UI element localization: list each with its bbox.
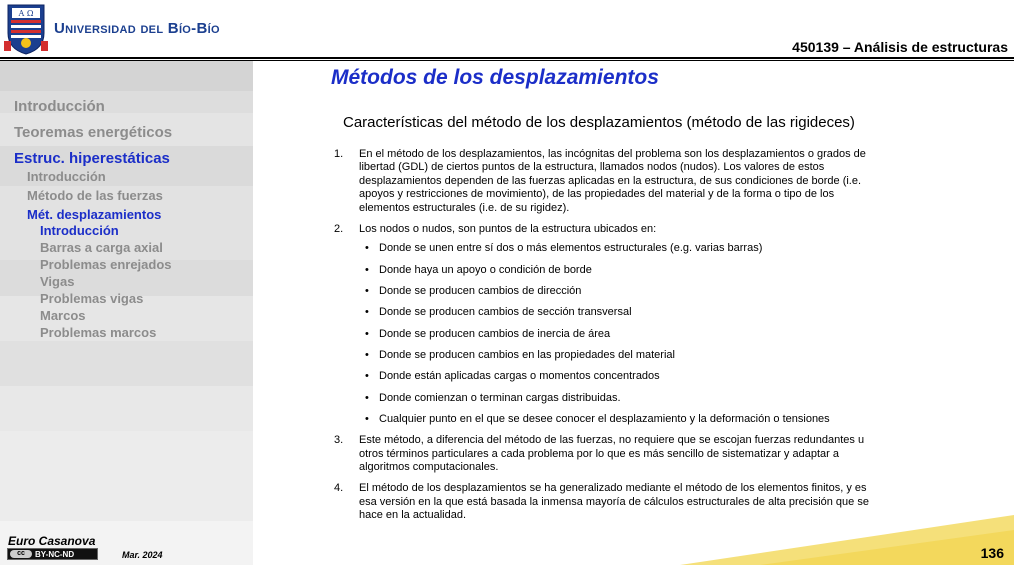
list-item bbox=[334, 223, 879, 426]
sidebar-subsubitem-barras-carga-axial[interactable]: Barras a carga axial bbox=[40, 240, 163, 255]
list-number: 4. bbox=[334, 482, 344, 495]
bullet-icon: • bbox=[365, 370, 369, 383]
bullet-icon: • bbox=[365, 348, 369, 361]
sidebar-subsubitem-problemas-marcos[interactable]: Problemas marcos bbox=[40, 325, 157, 340]
list-item-text: Los nodos o nudos, son puntos de la estructura ubicados en: bbox=[359, 223, 657, 236]
list-item-text: En el método de los desplazamientos, las incógnitas del problema son los desplazamientos o grados de libertad (GDL) de ciertos puntos de la estructura, llamados nodos (nudos). Los valores de estos desplazamientos dependen de las fuerzas aplicadas en la estructura, de sus condiciones de borde (i.e. apoyos y restricciones de movimiento), de las propiedades del material y de la forma o tipo de los elementos estructurales (i.e. de su rigidez). bbox=[359, 148, 866, 214]
bullet-list bbox=[359, 242, 879, 426]
sidebar-subsubitem-problemas-vigas[interactable]: Problemas vigas bbox=[40, 291, 144, 306]
bullet-item: • Cualquier punto en el que se desee conocer el desplazamiento y la deformación o tensiones bbox=[365, 412, 830, 425]
course-title: 450139 – Análisis de estructuras bbox=[792, 39, 1008, 55]
list-item bbox=[334, 148, 879, 215]
author-name: Euro Casanova bbox=[8, 534, 96, 548]
sidebar-subitem-metodo-fuerzas[interactable]: Método de las fuerzas bbox=[27, 188, 163, 203]
bullet-item: • Donde se producen cambios de sección transversal bbox=[365, 306, 632, 319]
list-item bbox=[334, 434, 879, 474]
bullet-item: • Donde haya un apoyo o condición de borde bbox=[365, 263, 592, 276]
svg-text:A Ω: A Ω bbox=[18, 9, 34, 18]
bullet-item: • Donde están aplicadas cargas o momentos concentrados bbox=[365, 370, 660, 383]
list-number: 1. bbox=[334, 148, 344, 160]
sidebar-subsubitem-problemas-enrejados[interactable]: Problemas enrejados bbox=[40, 257, 172, 272]
bullet-icon: • bbox=[365, 242, 369, 255]
list-number: 3. bbox=[334, 434, 344, 447]
license-label: BY-NC-ND bbox=[35, 550, 75, 559]
bullet-icon: • bbox=[365, 327, 369, 340]
bullet-item: • Donde se producen cambios de inercia de área bbox=[365, 327, 611, 340]
creative-commons-icon: cc bbox=[10, 550, 32, 558]
sidebar-subsubitem-marcos[interactable]: Marcos bbox=[40, 308, 86, 323]
sidebar-subsubitem-introduccion[interactable]: Introducción bbox=[40, 223, 119, 238]
list-number: 2. bbox=[334, 223, 344, 236]
bullet-item: • Donde comienzan o terminan cargas distribuidas. bbox=[365, 391, 621, 404]
slide-subtitle: Características del método de los desplazamientos (método de las rigideces) bbox=[343, 114, 855, 131]
bullet-item: • Donde se producen cambios en las propiedades del material bbox=[365, 348, 675, 361]
bullet-icon: • bbox=[365, 412, 369, 425]
list-item bbox=[334, 482, 879, 522]
sidebar-item-teoremas-energeticos[interactable]: Teoremas energéticos bbox=[14, 124, 173, 141]
bullet-icon: • bbox=[365, 306, 369, 319]
numbered-list bbox=[334, 148, 879, 531]
bullet-icon: • bbox=[365, 391, 369, 404]
sidebar-subitem-met-desplazamientos[interactable]: Mét. desplazamientos bbox=[27, 207, 162, 222]
sidebar-item-estruc-hiperestaticas[interactable]: Estruc. hiperestáticas bbox=[14, 150, 170, 167]
sidebar-subsubitem-vigas[interactable]: Vigas bbox=[40, 274, 75, 289]
bullet-icon: • bbox=[365, 285, 369, 298]
sidebar-item-introduccion[interactable]: Introducción bbox=[14, 98, 105, 115]
list-item-text: El método de los desplazamientos se ha generalizado mediante el método de los elementos finitos, y es esa versión en la que está basada la inmensa mayoría de cálculos estructurales de alta precisión que se hace en la actualidad. bbox=[359, 482, 869, 522]
page-number: 136 bbox=[980, 545, 1004, 561]
list-item-text: Este método, a diferencia del método de las fuerzas, no requiere que se escojan fuerzas redundantes u otros términos particulares a cada problema por lo que es más sencillo de sistematizar y adaptar a algoritmos computacionales. bbox=[359, 434, 865, 474]
university-name: Universidad del Bío-Bío bbox=[54, 20, 220, 37]
bullet-item: • Donde se unen entre sí dos o más elementos estructurales (e.g. varias barras) bbox=[365, 242, 763, 255]
bullet-icon: • bbox=[365, 263, 369, 276]
bullet-item: • Donde se producen cambios de dirección bbox=[365, 285, 582, 298]
sidebar-subitem-introduccion[interactable]: Introducción bbox=[27, 169, 106, 184]
slide-title: Métodos de los desplazamientos bbox=[331, 66, 659, 89]
slide-date: Mar. 2024 bbox=[122, 550, 163, 560]
